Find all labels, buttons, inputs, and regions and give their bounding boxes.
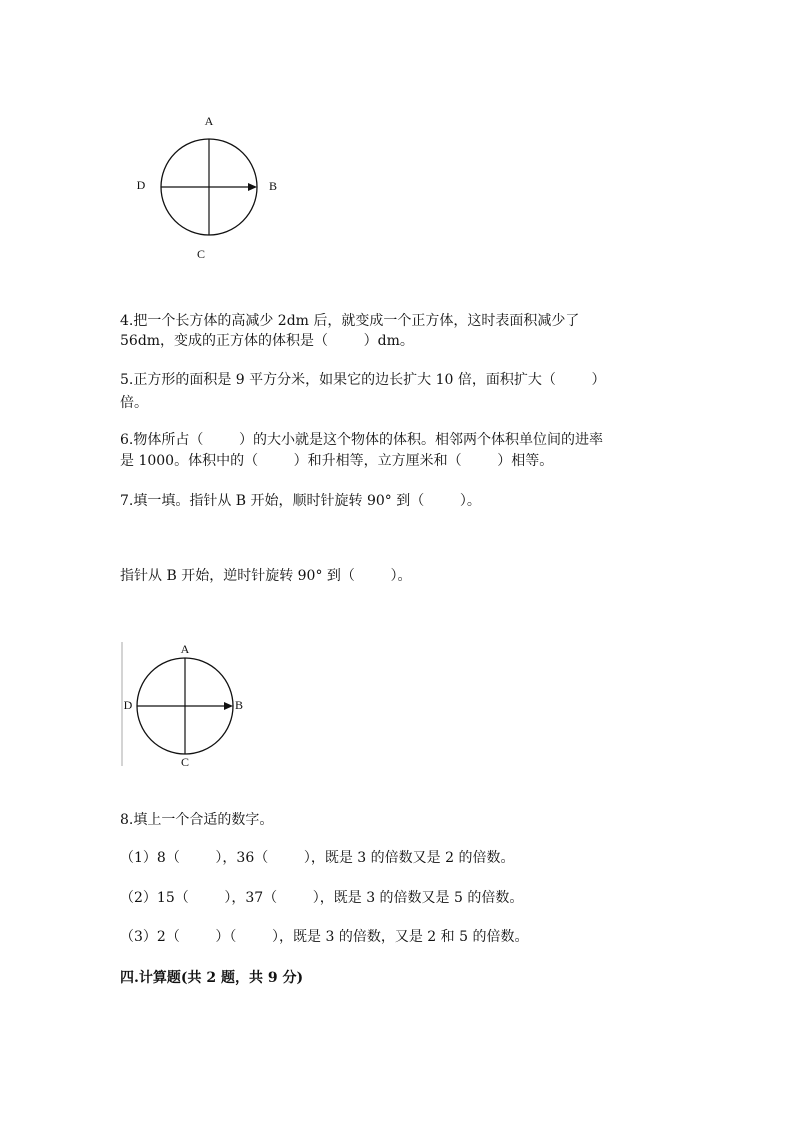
question-7-line-2: 指针从 B 开始，逆时针旋转 90° 到（ ）。 bbox=[120, 568, 412, 584]
question-8-title: 8.填上一个合适的数字。 bbox=[120, 812, 274, 828]
clock-dial-figure-2 bbox=[118, 640, 258, 772]
section-4-heading: 四.计算题(共 2 题，共 9 分) bbox=[120, 970, 304, 986]
label-d: D bbox=[136, 177, 146, 192]
question-6-line-1: 6.物体所占（ ）的大小就是这个物体的体积。相邻两个体积单位间的进率 bbox=[120, 432, 603, 448]
question-5-line-1: 5.正方形的面积是 9 平方分米，如果它的边长扩大 10 倍，面积扩大（ ） bbox=[120, 372, 606, 388]
pointer-arrowhead bbox=[248, 183, 257, 191]
label-c: C bbox=[180, 755, 190, 769]
label-a: A bbox=[204, 114, 214, 128]
question-4-line-2: 56dm，变成的正方体的体积是（ ）dm。 bbox=[120, 333, 414, 349]
label-d: D bbox=[123, 697, 133, 712]
question-7-line-1: 7.填一填。指针从 B 开始，顺时针旋转 90° 到（ ）。 bbox=[120, 493, 481, 509]
question-6-line-2: 是 1000。体积中的（ ）和升相等，立方厘米和（ ）相等。 bbox=[120, 453, 554, 469]
question-5-line-2: 倍。 bbox=[120, 395, 148, 411]
question-8-item-2: （2）15（ ），37（ ），既是 3 的倍数又是 5 的倍数。 bbox=[120, 890, 524, 906]
label-a: A bbox=[180, 642, 190, 656]
label-c: C bbox=[196, 247, 206, 261]
question-8-item-3: （3）2（ ）（ ），既是 3 的倍数，又是 2 和 5 的倍数。 bbox=[120, 929, 529, 945]
pointer-arrowhead bbox=[224, 702, 233, 710]
question-8-item-1: （1）8（ ），36（ ），既是 3 的倍数又是 2 的倍数。 bbox=[120, 850, 515, 866]
label-b: B bbox=[235, 697, 244, 712]
question-4-line-1: 4.把一个长方体的高减少 2dm 后，就变成一个正方体，这时表面积减少了 bbox=[120, 313, 580, 329]
clock-dial-figure-1 bbox=[125, 108, 295, 268]
label-b: B bbox=[269, 178, 278, 193]
